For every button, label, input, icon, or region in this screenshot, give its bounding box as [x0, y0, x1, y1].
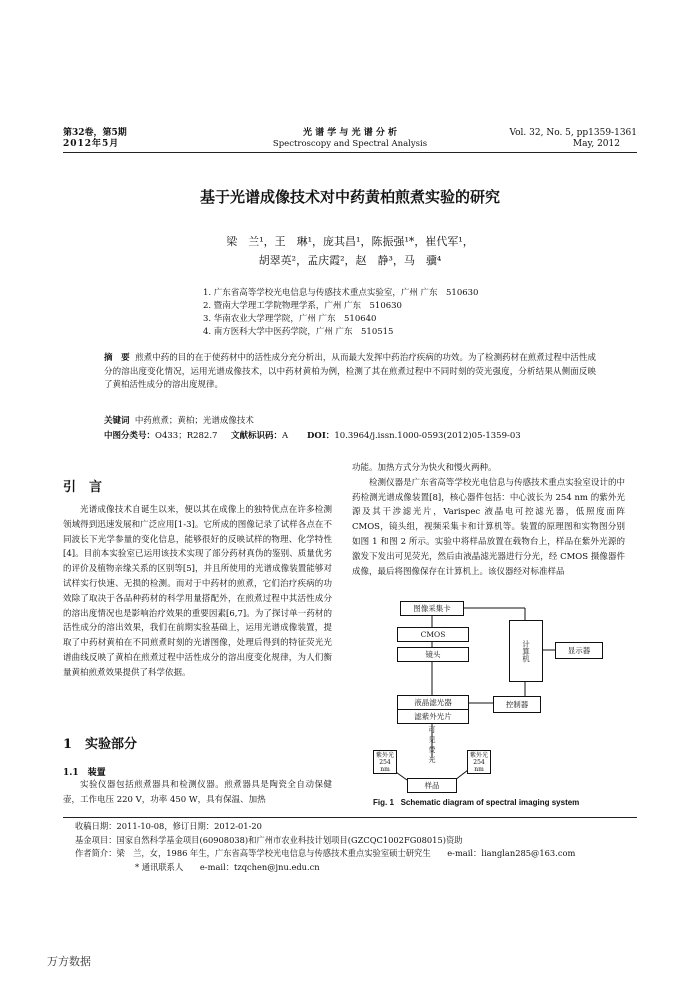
footnote-received: 收稿日期：2011-10-08，修订日期：2012-01-20: [75, 821, 262, 831]
clc-label: 中图分类号：: [104, 431, 156, 441]
footnote-corresponding: * 通讯联系人 e-mail：tzqchen@jnu.edu.cn: [135, 861, 320, 872]
cmos-box: CMOS: [397, 627, 469, 642]
keywords: [104, 415, 604, 429]
uv-source-right-box: 紫外光254 nm: [467, 750, 491, 774]
keywords-text: 中药煎煮；黄柏；光谱成像技术: [134, 416, 254, 426]
figure-caption-label: Fig. 1: [373, 798, 394, 807]
controller-box: 控制器: [493, 696, 541, 713]
affiliation: 3. 华南农业大学理学院，广州 广东 510640: [203, 314, 377, 324]
volume-issue-en: Vol. 32, No. 5, pp1359-1361: [509, 128, 637, 138]
figure-1: [345, 590, 635, 805]
right-paragraph-1: 功能。加热方式分为快火和慢火两种。: [352, 463, 497, 473]
abstract-text: 煎煮中药的目的在于使药材中的活性成分充分析出，从而最大发挥中药治疗疾病的功效。为了检测药材在煎煮过程中活性成分的溶出度变化情况，运用光谱成像技术，以中药材黄柏为例，检测了其在煎煮过程中不同时刻的荧光强度，分析结果从侧面反映了黄柏活性成分的溶出度规律。: [104, 353, 596, 390]
affiliations: [203, 287, 478, 339]
subsection-1-1-body: [63, 778, 332, 808]
authors-line-1: 梁 兰¹，王 琳¹，庞其昌¹，陈振强¹*，崔代军¹，: [226, 235, 474, 248]
footnote-rule: [63, 817, 637, 818]
uv-cut-filter-box: 滤紫外光片: [397, 709, 469, 724]
watermark: 万方数据: [47, 955, 91, 968]
authors-line-2: 胡翠英²，孟庆霞²，赵 静³，马 骥⁴: [258, 254, 442, 267]
clc-value: O433；R282.7: [155, 431, 218, 441]
right-column-body: [352, 461, 625, 579]
intro-body: [63, 503, 332, 681]
date-en: May, 2012: [572, 139, 620, 149]
affiliation: 2. 暨南大学理工学院物理学系，广州 广东 510630: [203, 301, 402, 311]
footnotes: [75, 820, 635, 874]
paper-title: 基于光谱成像技术对中药黄柏煎煮实验的研究: [199, 188, 500, 206]
figure-caption-text: Schematic diagram of spectral imaging system: [400, 798, 580, 807]
affiliation: 1. 广东省高等学校光电信息与传感技术重点实验室，广州 广东 510630: [203, 288, 479, 298]
subsection-paragraph: 实验仪器包括煎煮器具和检测仪器。煎煮器具是陶瓷全自动保健壶，工作电压 220 V，功率 450 W，具有保温、加热: [63, 780, 332, 805]
footnote-author: 作者简介：梁 兰，女，1986 年生，广东省高等学校光电信息与传感技术重点实验室硕士研究生 e-mail：lianglan285@163.com: [75, 848, 576, 858]
footnote-fund: 基金项目：国家自然科学基金项目(60908038)和广州市农业科技计划项目(GZCQC1002FG08015)资助: [75, 834, 463, 845]
date-zh: 2012年5月: [63, 139, 120, 149]
keywords-label: 关键词: [104, 416, 130, 426]
lc-filter-box: 液晶滤光器: [397, 695, 469, 710]
computer-box: 计算机: [509, 620, 543, 682]
affiliation: 4. 南方医科大学中医药学院，广州 广东 510515: [203, 327, 394, 337]
volume-issue-zh: 第32卷，第5期: [63, 128, 127, 138]
classification: [104, 430, 624, 444]
doc-code-value: A: [281, 431, 289, 441]
visible-fluorescence-label: 可见荧光: [428, 726, 436, 764]
doi-label: DOI：: [307, 431, 335, 441]
intro-heading: 引 言: [63, 480, 103, 495]
display-box: 显示器: [555, 642, 603, 659]
abstract: [104, 352, 596, 393]
abstract-label: 摘 要: [104, 353, 130, 363]
sample-box: 样品: [407, 778, 457, 793]
journal-title-zh: 光 谱 学 与 光 谱 分 析: [303, 128, 397, 138]
right-paragraph-2: 检测仪器是广东省高等学校光电信息与传感技术重点实验室设计的中药检测光谱成像装置[8]，核心器件包括：中心波长为 254 nm 的紫外光源及其干涉滤光片，Varispec 液晶电可控滤光器，低照度面阵 CMOS，镜头组，视频采集卡和计算机等。装置的原理图和实物图分别如图 1 和图 2 所示。实验中将样品放置在载物台上，样品在紫外光源的激发下发出可见荧光，然后由液晶滤光器进行分光，经 CMOS 摄像器件成像，最后将图像保存在计算机上。该仪器经对标准样品: [352, 477, 625, 577]
lens-box: 镜头: [397, 647, 469, 662]
intro-paragraph: 光谱成像技术自诞生以来，便以其在成像上的独特优点在许多检测领域得到迅速发展和广泛应用[1-3]。它所成的图像记录了试样各点在不同波长下光学参量的变化信息，能够很好的反映试样的物理、化学特性[4]。目前本实验室已运用该技术实现了部分药材真伪的鉴别、质量优劣的评价及植物亲缘关系的区别等[5]，并且所使用的光谱成像装置能够对试样实行快速、无损的检测。而对于中药材的煎煮，它们治疗疾病的功效除了取决于各品种药材的科学用量搭配外，在煎煮过程中其活性成分的溶出度情况也是影响治疗效果的重要因素[6,7]。为了探讨单一药材的活性成分的溶出效果，我们在前期实验基础上，运用光谱成像装置，提取了中药材黄柏在不同煎煮时刻的光谱图像，处理后得到的特征荧光光谱曲线反映了黄柏在煎煮过程中活性成分的溶出度变化规律，为人们衡量黄柏煎煮效果提供了科学依据。: [63, 505, 332, 678]
doi-value: 10.3964/j.issn.1000-0593(2012)05-1359-03: [334, 431, 521, 441]
image-capture-card-box: 图像采集卡: [400, 601, 464, 616]
section-1-heading: 1 实验部分: [63, 737, 138, 752]
subsection-1-1-heading: 1.1 装置: [63, 768, 106, 778]
figure-1-caption: [373, 798, 579, 807]
doc-code-label: 文献标识码：: [230, 431, 282, 441]
journal-title-en: Spectroscopy and Spectral Analysis: [272, 139, 428, 149]
header-rule: [63, 152, 637, 153]
uv-source-left-box: 紫外光254 nm: [373, 750, 397, 774]
